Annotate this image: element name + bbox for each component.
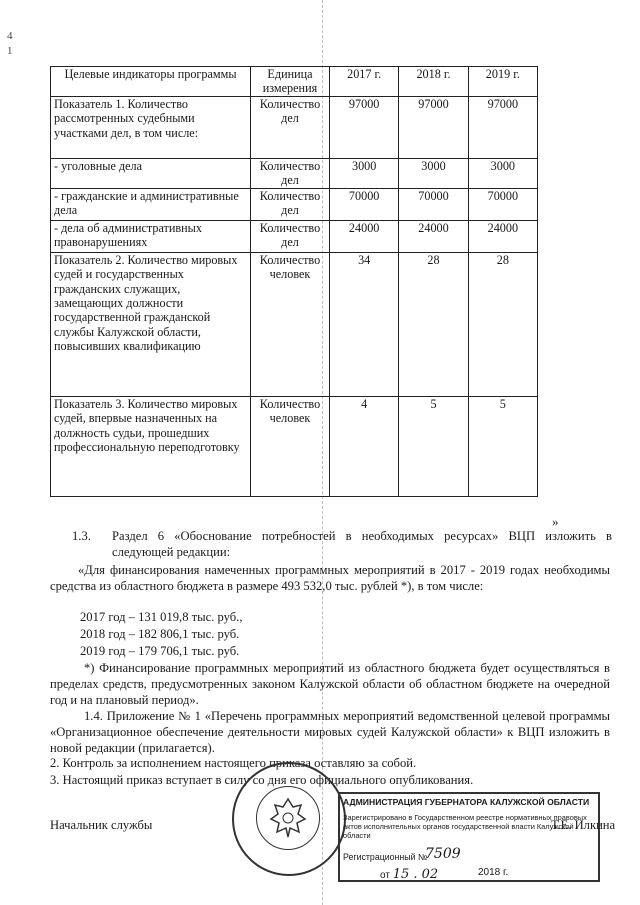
- value-cell: 97000: [330, 96, 399, 158]
- indicator-cell: - уголовные дела: [51, 158, 251, 188]
- unit-cell: Количество человек: [251, 396, 330, 496]
- value-cell: 5: [399, 396, 468, 496]
- column-header: Единица измерения: [251, 67, 330, 97]
- stamp-date-prefix: от: [380, 870, 390, 881]
- unit-cell: Количество дел: [251, 188, 330, 220]
- value-cell: 28: [468, 252, 537, 396]
- unit-cell: Количество дел: [251, 96, 330, 158]
- paragraph-2: 2. Контроль за исполнением настоящего приказа оставляю за собой.: [50, 756, 417, 770]
- value-cell: 70000: [330, 188, 399, 220]
- funding-2019: 2019 год – 179 706,1 тыс. руб.: [80, 644, 240, 658]
- unit-cell: Количество человек: [251, 252, 330, 396]
- stamp-body: Зарегистрировано в Государственном реестре нормативных правовых актов исполнительных органов государственной власти Калужской области: [343, 813, 587, 840]
- column-header: 2019 г.: [468, 67, 537, 97]
- value-cell: 3000: [399, 158, 468, 188]
- paragraph-note: *) Финансирование программных мероприятий из областного бюджета будет осуществляться в пределах средств, предусмотренных законом Калужской области об областном бюджете на очередной год и на плановый период».: [50, 661, 610, 707]
- value-cell: 3000: [330, 158, 399, 188]
- indicator-cell: Показатель 3. Количество мировых судей, впервые назначенных на должность судьи, прошедших профессиональную переподготовку: [51, 396, 251, 496]
- table-row: [51, 96, 538, 158]
- table-row: [51, 158, 538, 188]
- column-header: 2018 г.: [399, 67, 468, 97]
- seal-emblem-icon: [256, 786, 320, 850]
- funding-2018: 2018 год – 182 806,1 тыс. руб.: [80, 627, 240, 641]
- funding-2017: 2017 год – 131 019,8 тыс. руб.,: [80, 610, 243, 624]
- indicator-cell: Показатель 2. Количество мировых судей и государственных гражданских служащих, замещающих должности государственной гражданской службы Калужской области, повысивших квалификацию: [51, 252, 251, 396]
- paragraph-1-3: Раздел 6 «Обоснование потребностей в необходимых ресурсах» ВЦП изложить в следующей редакции:: [112, 529, 612, 559]
- value-cell: 4: [330, 396, 399, 496]
- value-cell: 70000: [468, 188, 537, 220]
- column-header: Целевые индикаторы программы: [51, 67, 251, 97]
- signature-position: Начальник службы: [50, 818, 153, 832]
- signature-name: Т.Е. Илкина: [551, 818, 616, 832]
- paragraph-3: 3. Настоящий приказ вступает в силу со дня его официального опубликования.: [50, 773, 474, 787]
- value-cell: 24000: [330, 220, 399, 252]
- value-cell: 5: [468, 396, 537, 496]
- stamp-year: 2018 г.: [478, 867, 509, 878]
- table-row: [51, 188, 538, 220]
- stamp-date-value: 15 . 02: [392, 867, 439, 882]
- indicator-cell: - дела об административных правонарушениях: [51, 220, 251, 252]
- paragraph-1-4: 1.4. Приложение № 1 «Перечень программных мероприятий ведомственной целевой программы «Организационное обеспечение деятельности мировых судей Калужской области» к ВЦП изложить в новой редакции (прилагается).: [50, 709, 610, 755]
- value-cell: 97000: [468, 96, 537, 158]
- stamp-registration-number: 7509: [425, 846, 461, 862]
- stamp-date: [380, 867, 438, 882]
- value-cell: 97000: [399, 96, 468, 158]
- item-number: 1.3.: [72, 529, 91, 543]
- stamp-title: АДМИНИСТРАЦИЯ ГУБЕРНАТОРА КАЛУЖСКОЙ ОБЛАСТИ: [343, 797, 590, 807]
- table-row: [51, 220, 538, 252]
- table-row: [51, 396, 538, 496]
- indicators-table: [50, 66, 538, 497]
- unit-cell: Количество дел: [251, 158, 330, 188]
- paragraph-funding: «Для финансирования намеченных программных мероприятий в 2017 - 2019 годах необходимы средства из областного бюджета в размере 493 532,0 тыс. рублей *), в том числе:: [50, 563, 610, 593]
- margin-mark: 1: [7, 45, 13, 57]
- value-cell: 70000: [399, 188, 468, 220]
- indicator-cell: Показатель 1. Количество рассмотренных судебными участками дел, в том числе:: [51, 96, 251, 158]
- value-cell: 24000: [399, 220, 468, 252]
- stamp-registration-label: Регистрационный №: [343, 852, 428, 862]
- margin-mark: 4: [7, 30, 13, 42]
- closing-quote: »: [552, 514, 559, 529]
- value-cell: 34: [330, 252, 399, 396]
- value-cell: 28: [399, 252, 468, 396]
- value-cell: 3000: [468, 158, 537, 188]
- indicator-cell: - гражданские и административные дела: [51, 188, 251, 220]
- value-cell: 24000: [468, 220, 537, 252]
- table-row: [51, 252, 538, 396]
- column-header: 2017 г.: [330, 67, 399, 97]
- table-header-row: [51, 67, 538, 97]
- unit-cell: Количество дел: [251, 220, 330, 252]
